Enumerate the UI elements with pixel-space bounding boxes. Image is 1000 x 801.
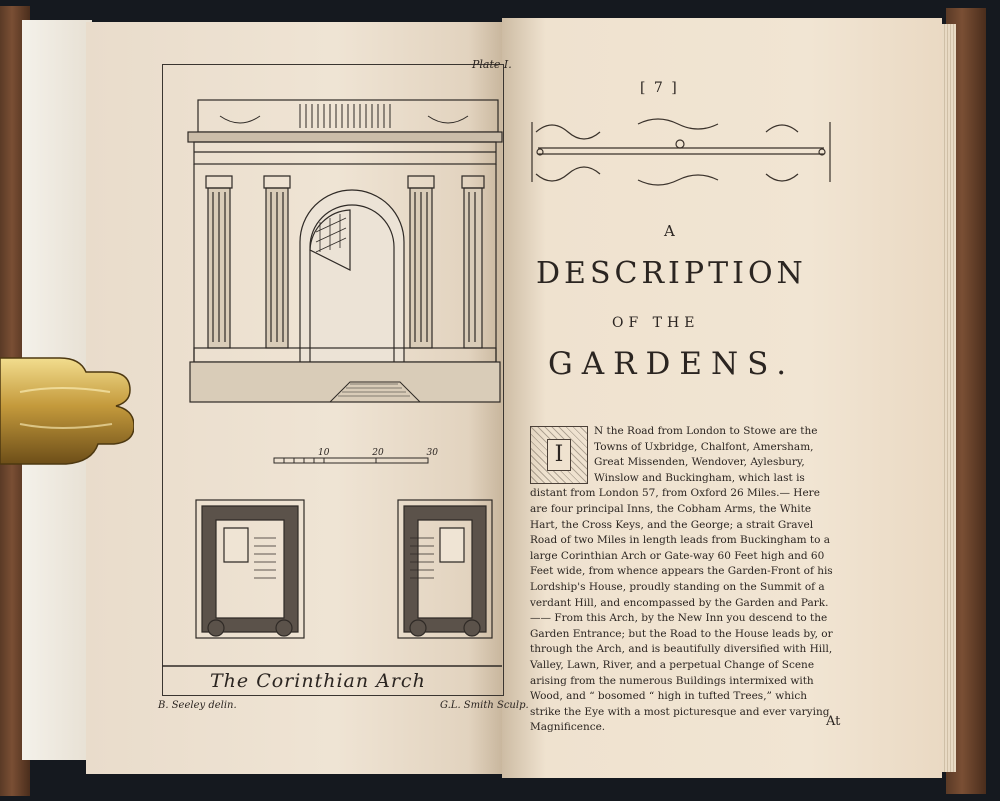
caption-rule — [162, 664, 502, 668]
brass-clasp — [0, 352, 134, 470]
dropcap-letter: I — [547, 439, 571, 471]
title-gardens: GARDENS. — [548, 346, 796, 382]
page-number: [ 7 ] — [640, 80, 679, 96]
floor-plan-right — [396, 498, 494, 640]
scale-bar-labels — [318, 448, 438, 458]
arch-elevation-engraving — [180, 92, 505, 412]
scale-label: 20 — [372, 448, 384, 458]
engraver-credit-right: G.L. Smith Sculp. — [440, 700, 529, 711]
body-paragraph — [530, 424, 840, 736]
ornamental-headpiece — [528, 104, 834, 190]
scale-label: 10 — [318, 448, 330, 458]
body-text: N the Road from London to Stowe are the Towns of Uxbridge, Chalfont, Amersham, Great Missenden, Wendover, Aylesbury, Winslow and Buckingham, which last is distant from London 57, from Oxford 26 Miles.— Here are four principal Inns, the Cobham Arms, the White Hart, the Cross Keys, and the George; a strait Gravel Road of two Miles in length leads from Buckingham to a large Corinthian Arch or Gate-way 60 Feet high and 60 Feet wide, from whence appears the Garden-Front of his Lordship's House, proudly standing on the Summit of a verdant Hill, and encompassed by the Garden and Park.—— From this Arch, by the New Inn you descend to the Garden Entrance; but the Road to the House leads by, or through the Arch, and is beautifully diversified with Hill, Valley, Lawn, River, and a perpetual Change of Scene arising from the numerous Buildings intermixed with Wood, and “ bosomed “ high in tufted Trees,” which strike the Eye with a most picturesque and ever varying Magnificence. — [530, 425, 833, 734]
scale-label: 30 — [426, 448, 438, 458]
engraver-credit-left: B. Seeley delin. — [158, 700, 237, 711]
floor-plan-left — [194, 498, 306, 640]
plate-label: Plate I. — [472, 58, 512, 71]
title-description: DESCRIPTION — [536, 256, 807, 291]
ornamental-dropcap — [530, 426, 588, 484]
title-of-the: OF THE — [612, 315, 700, 331]
catchword: At — [826, 714, 841, 729]
plate-caption: The Corinthian Arch — [210, 670, 426, 692]
title-article: A — [664, 222, 675, 240]
